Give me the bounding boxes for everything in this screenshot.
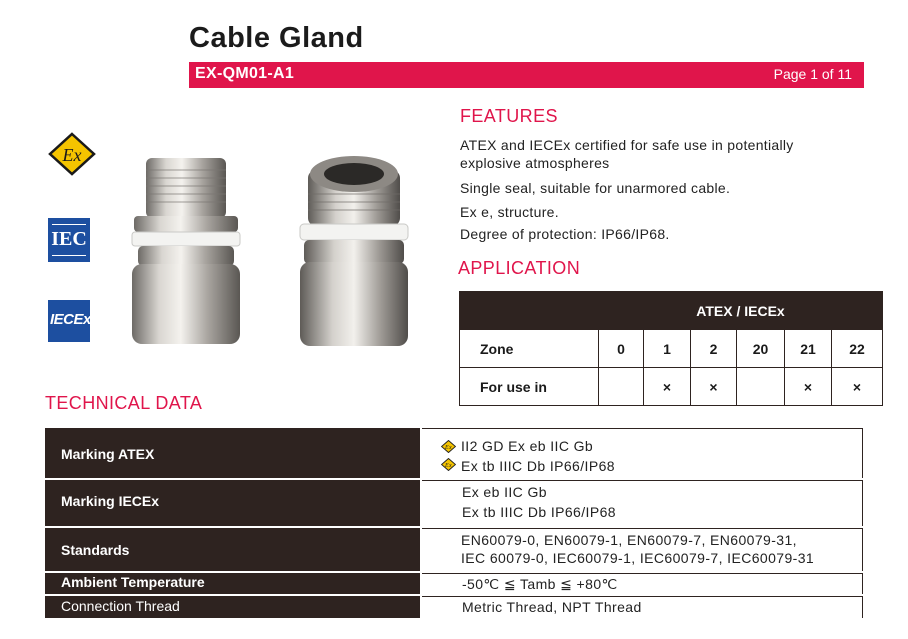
- page-title: Cable Gland: [189, 22, 364, 54]
- zone-table-corner: [460, 292, 599, 330]
- iecex-logo-icon: [48, 300, 90, 342]
- tech-row-label: Standards: [61, 542, 130, 558]
- use-row-label: For use in: [460, 368, 599, 406]
- tech-row: [45, 428, 863, 478]
- use-cell: [599, 368, 644, 406]
- tech-value-line: EN60079-0, EN60079-1, EN60079-7, EN60079-31,: [461, 532, 797, 548]
- cable-gland-photo-front: [296, 150, 412, 350]
- tech-value-line: Ex eb IIC Gb: [462, 484, 547, 500]
- tech-value-line: Ex tb IIIC Db IP66/IP68: [461, 458, 615, 474]
- feature-item: Ex e, structure.: [460, 204, 559, 220]
- zone-row-label: Zone: [460, 330, 599, 368]
- use-cell: [737, 368, 785, 406]
- features-heading: FEATURES: [460, 106, 558, 126]
- use-cell: ×: [832, 368, 883, 406]
- zone-cell: 1: [644, 330, 691, 368]
- zone-cell: 2: [691, 330, 737, 368]
- tech-value-line: IEC 60079-0, IEC60079-1, IEC60079-7, IEC60079-31: [461, 550, 815, 566]
- tech-value-line: -50℃ ≦ Tamb ≦ +80℃: [462, 576, 618, 592]
- title-bar: [189, 62, 864, 88]
- tech-row-label: Marking ATEX: [61, 446, 155, 462]
- zone-cell: 0: [599, 330, 644, 368]
- zone-table: [459, 291, 883, 406]
- svg-text:Ex: Ex: [444, 462, 453, 469]
- technical-heading: TECHNICAL DATA: [45, 393, 203, 413]
- feature-item: Single seal, suitable for unarmored cable.: [460, 180, 731, 196]
- svg-text:Ex: Ex: [444, 444, 453, 451]
- tech-value-line: Metric Thread, NPT Thread: [462, 599, 642, 615]
- use-cell: ×: [644, 368, 691, 406]
- iecex-logo-text: IECEx: [50, 311, 91, 328]
- tech-row: [45, 573, 863, 594]
- zone-cell: 21: [785, 330, 832, 368]
- atex-ex-logo-icon: [48, 132, 96, 176]
- tech-value-line: Ex tb IIIC Db IP66/IP68: [462, 504, 616, 520]
- application-heading: APPLICATION: [458, 258, 581, 278]
- cable-gland-photo-side: [128, 150, 244, 350]
- tech-value-line: II2 GD Ex eb IIC Gb: [461, 438, 594, 454]
- tech-row-label: Connection Thread: [61, 598, 180, 614]
- feature-item: Degree of protection: IP66/IP68.: [460, 226, 670, 242]
- zone-cell: 20: [737, 330, 785, 368]
- iec-logo-text: IEC: [51, 228, 87, 250]
- tech-row-label: Ambient Temperature: [61, 574, 205, 590]
- ex-logo-text: Ex: [62, 145, 82, 165]
- tech-row: [45, 596, 863, 618]
- tech-row: [45, 528, 863, 571]
- ex-mark-icon: [441, 440, 456, 453]
- tech-row: [45, 480, 863, 526]
- feature-item: explosive atmospheres: [460, 155, 610, 171]
- use-cell: ×: [691, 368, 737, 406]
- feature-item: ATEX and IECEx certified for safe use in potentially: [460, 137, 794, 153]
- zone-cell: 22: [832, 330, 883, 368]
- zone-table-group-header: ATEX / IECEx: [599, 292, 883, 330]
- iec-logo-icon: [48, 218, 90, 262]
- tech-row-label: Marking IECEx: [61, 493, 160, 509]
- page-number: Page 1 of 11: [773, 66, 852, 82]
- product-code: EX-QM01-A1: [195, 65, 295, 82]
- ex-mark-icon: [441, 458, 456, 471]
- use-cell: ×: [785, 368, 832, 406]
